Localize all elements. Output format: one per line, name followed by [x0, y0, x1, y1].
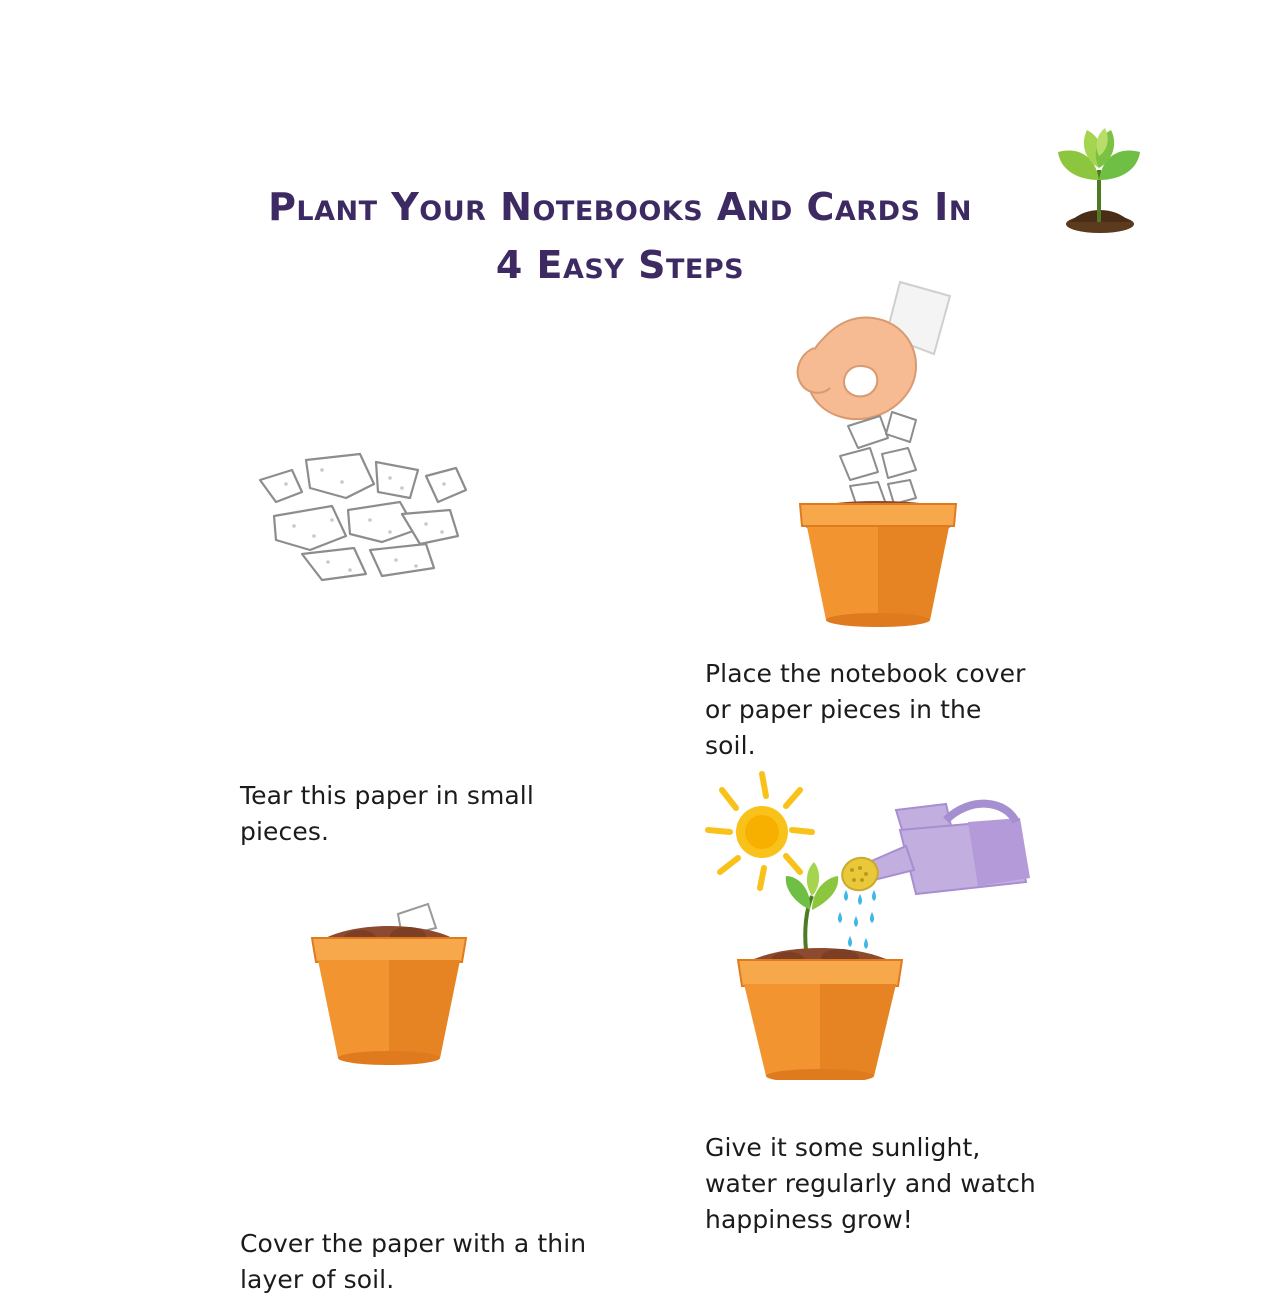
step-1 — [180, 400, 700, 850]
water-drops-icon — [838, 890, 876, 949]
step-1-caption: Tear this paper in small pieces. — [240, 781, 534, 846]
page-title-line-1: Plant Your Notebooks And Cards In — [268, 185, 972, 229]
step-3-illustration — [180, 860, 700, 1220]
step-3 — [180, 860, 700, 1298]
watering-can-icon — [838, 804, 1030, 896]
sun-icon — [708, 774, 812, 888]
step-4-illustration — [680, 760, 1200, 1120]
step-1-illustration — [180, 400, 700, 760]
step-2-caption: Place the notebook cover or paper pieces in the soil. — [705, 659, 1026, 760]
seedling-sprout-icon — [1040, 110, 1160, 240]
step-4-caption: Give it some sunlight, water regularly and watch happiness grow! — [705, 1133, 1036, 1234]
step-3-caption: Cover the paper with a thin layer of soil. — [240, 1229, 587, 1294]
page-title-line-2: 4 Easy Steps — [495, 243, 745, 287]
step-2-illustration — [680, 270, 1200, 630]
step-4 — [680, 760, 1200, 1238]
sprout-icon — [786, 862, 838, 950]
step-2 — [680, 270, 1200, 764]
